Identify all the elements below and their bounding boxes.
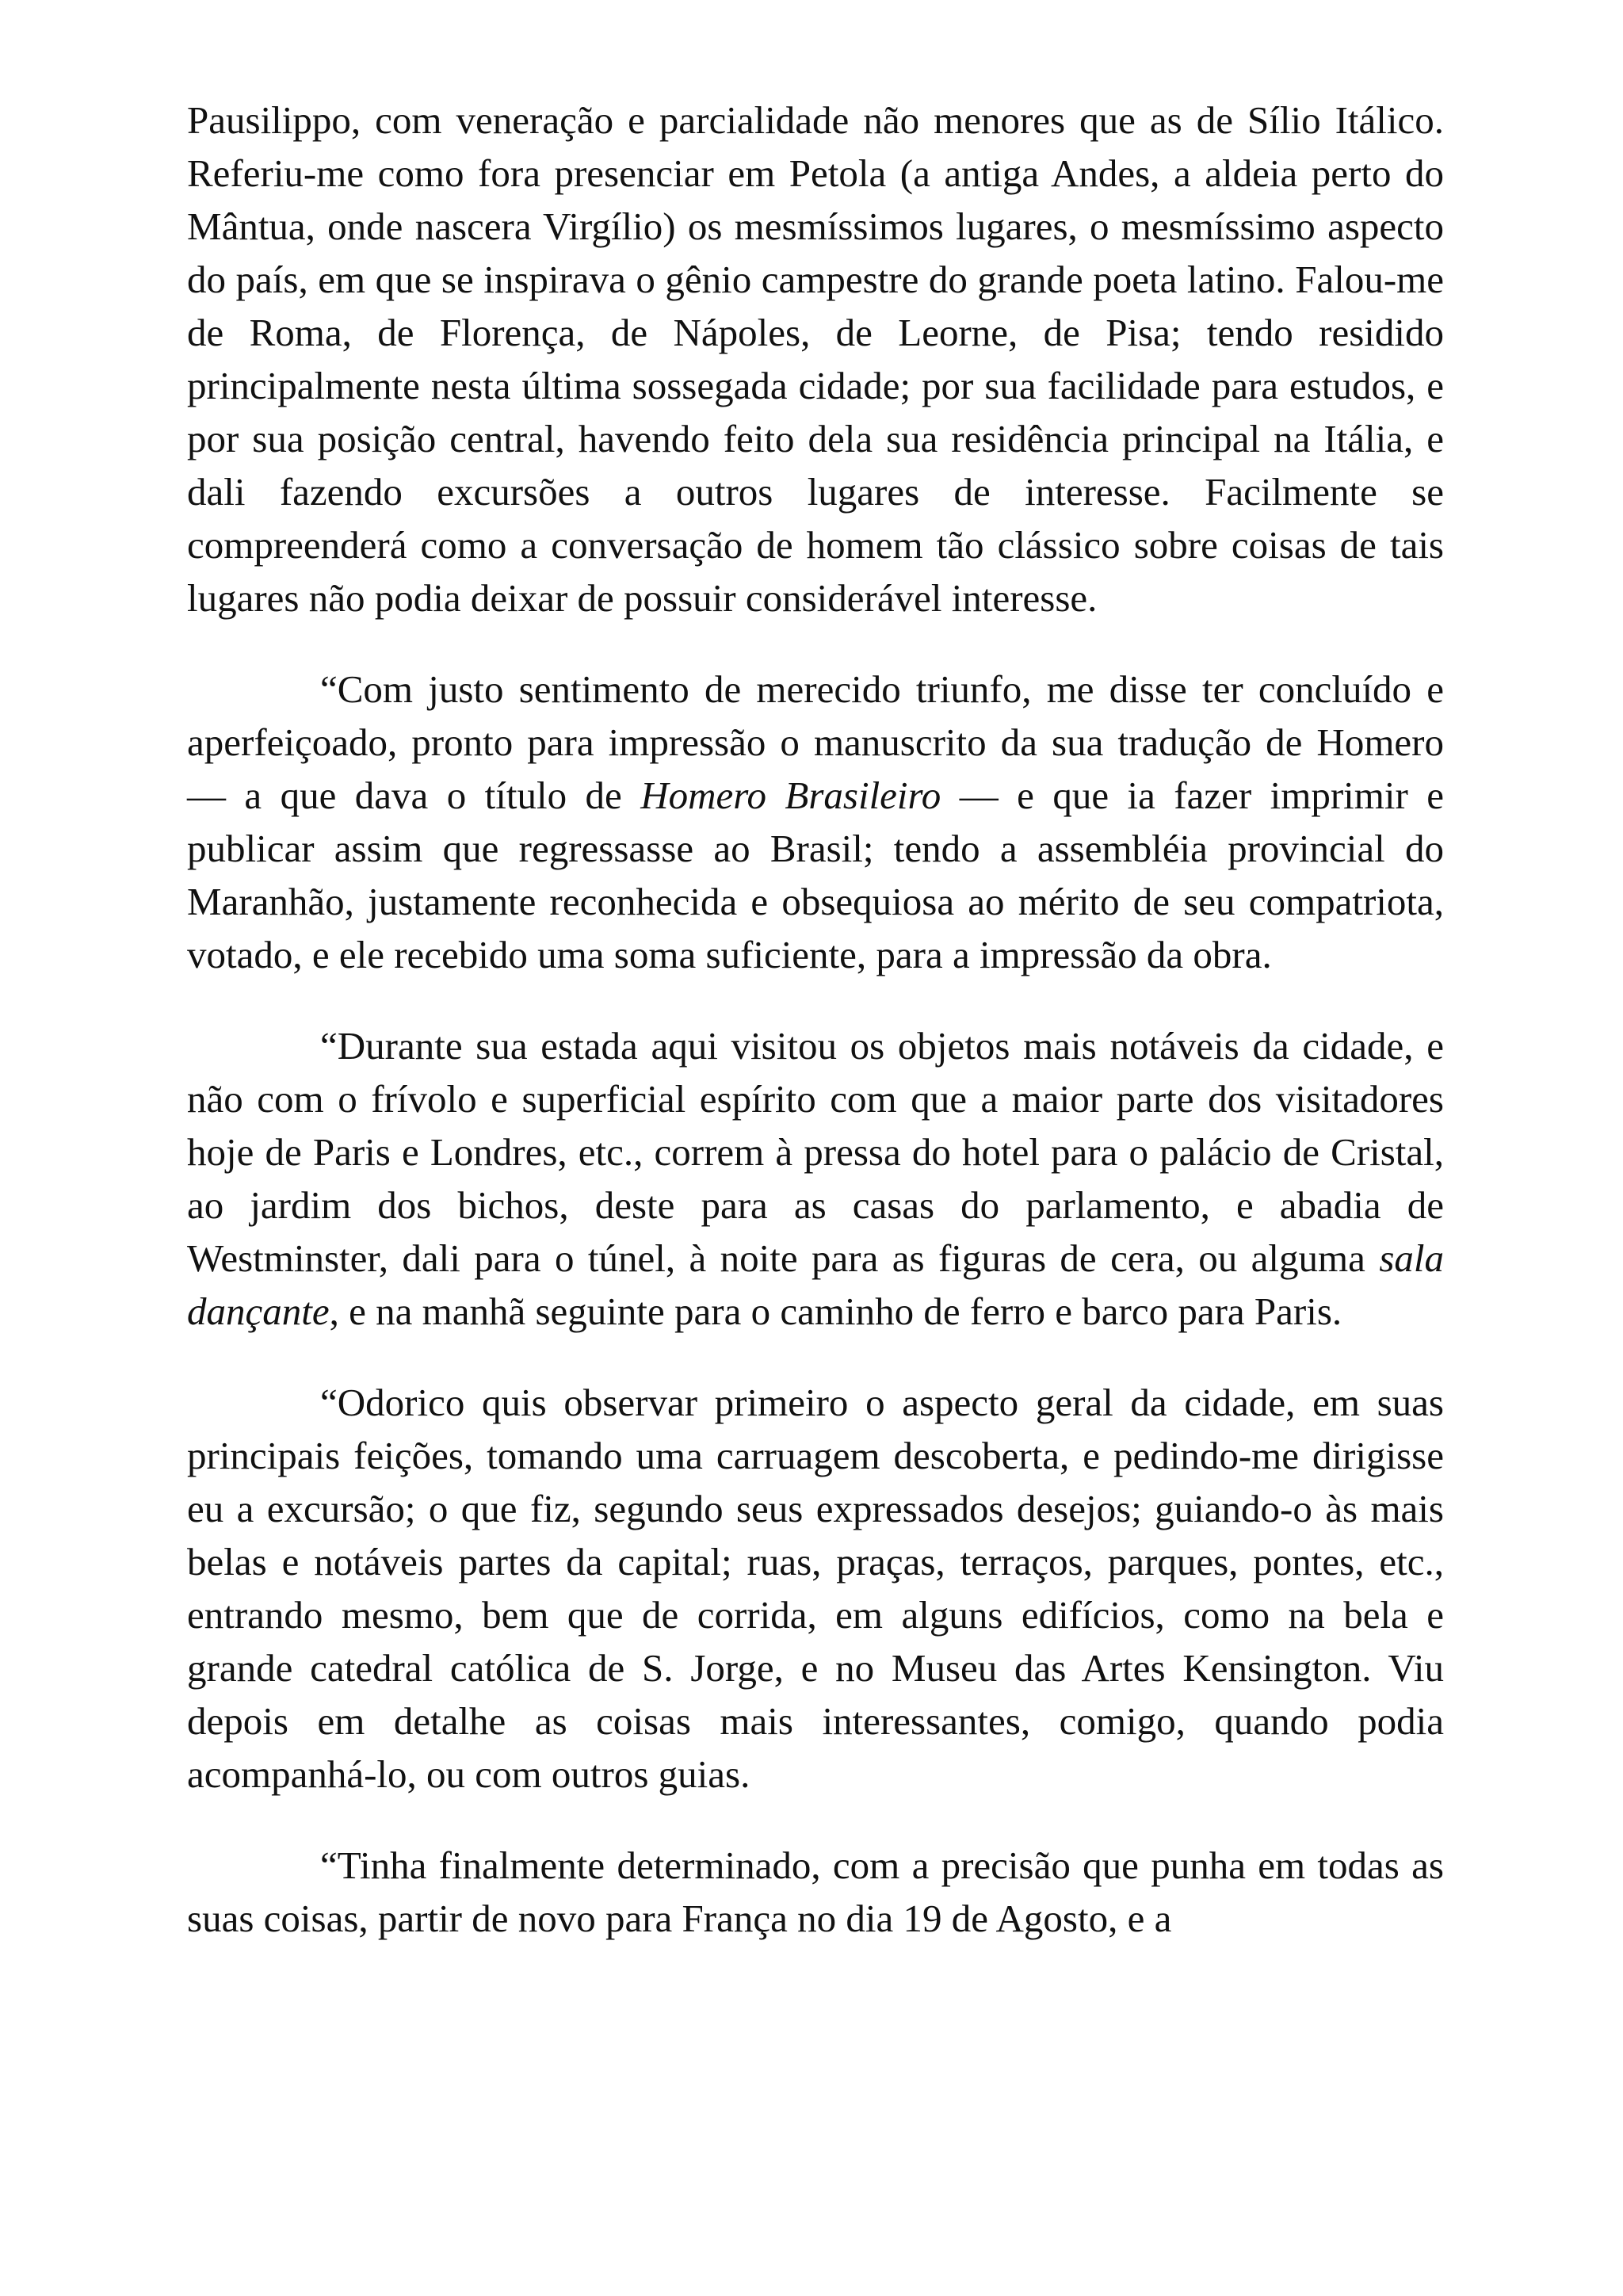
italic-sala-dancante: sala dançante — [187, 1236, 1444, 1333]
paragraph-1-text: Pausilippo, com veneração e parcialidade não menores que as de Sílio Itálico. Referiu-me como fora presenciar em Petola (a antiga Andes, a aldeia perto do Mântua, onde nascera Virgílio) os mesmíssimos lugares, o mesmíssimo aspecto do país, em que se inspirava o gênio campestre do grande poeta latino. Falou-me de Roma, de Florença, de Nápoles, de Leorne, de Pisa; tendo residido principalmente nesta última sossegada cidade; por sua facilidade para estudos, e por sua posição central, havendo feito dela sua residência principal na Itália, e dali fazendo excursões a outros lugares de interesse. Facilmente se compreenderá como a conversação de homem tão clássico sobre coisas de tais lugares não podia deixar de possuir considerável interesse. — [187, 98, 1444, 620]
paragraph-5 — [187, 1839, 1444, 1945]
book-title-homero-brasileiro: Homero Brasileiro — [640, 774, 941, 817]
paragraph-2 — [187, 663, 1444, 981]
paragraph-2-text-a: “Com justo sentimento de merecido triunfo, me disse ter concluído e aperfeiçoado, pronto para impressão o manuscrito da sua tradução de Homero — a que dava o título de — [187, 667, 1444, 817]
paragraph-4-text: “Odorico quis observar primeiro o aspecto geral da cidade, em suas principais feições, tomando uma carruagem descoberta, e pedindo-me dirigisse eu a excursão; o que fiz, segundo seus expressados desejos; guiando-o às mais belas e notáveis partes da capital; ruas, praças, terraços, parques, pontes, etc., entrando mesmo, bem que de corrida, em alguns edifícios, como na bela e grande catedral católica de S. Jorge, e no Museu das Artes Kensington. Viu depois em detalhe as coisas mais interessantes, comigo, quando podia acompanhá-lo, ou com outros guias. — [187, 1381, 1444, 1796]
paragraph-3 — [187, 1019, 1444, 1338]
document-page — [187, 94, 1444, 1945]
paragraph-2-text-b: — e que ia fazer imprimir e publicar assim que regressasse ao Brasil; tendo a assembléia provincial do Maranhão, justamente reconhecida e obsequiosa ao mérito de seu compatriota, votado, e ele recebido uma soma suficiente, para a impressão da obra. — [187, 774, 1444, 976]
paragraph-3-text-a: “Durante sua estada aqui visitou os objetos mais notáveis da cidade, e não com o frívolo e superficial espírito com que a maior parte dos visitadores hoje de Paris e Londres, etc., correm à pressa do hotel para o palácio de Cristal, ao jardim dos bichos, deste para as casas do parlamento, e abadia de Westminster, dali para o túnel, à noite para as figuras de cera, ou alguma — [187, 1024, 1444, 1280]
paragraph-4 — [187, 1376, 1444, 1801]
paragraph-5-text: “Tinha finalmente determinado, com a precisão que punha em todas as suas coisas, partir de novo para França no dia 19 de Agosto, e a — [187, 1843, 1444, 1940]
paragraph-1 — [187, 94, 1444, 625]
paragraph-3-text-b: , e na manhã seguinte para o caminho de ferro e barco para Paris. — [329, 1289, 1342, 1333]
